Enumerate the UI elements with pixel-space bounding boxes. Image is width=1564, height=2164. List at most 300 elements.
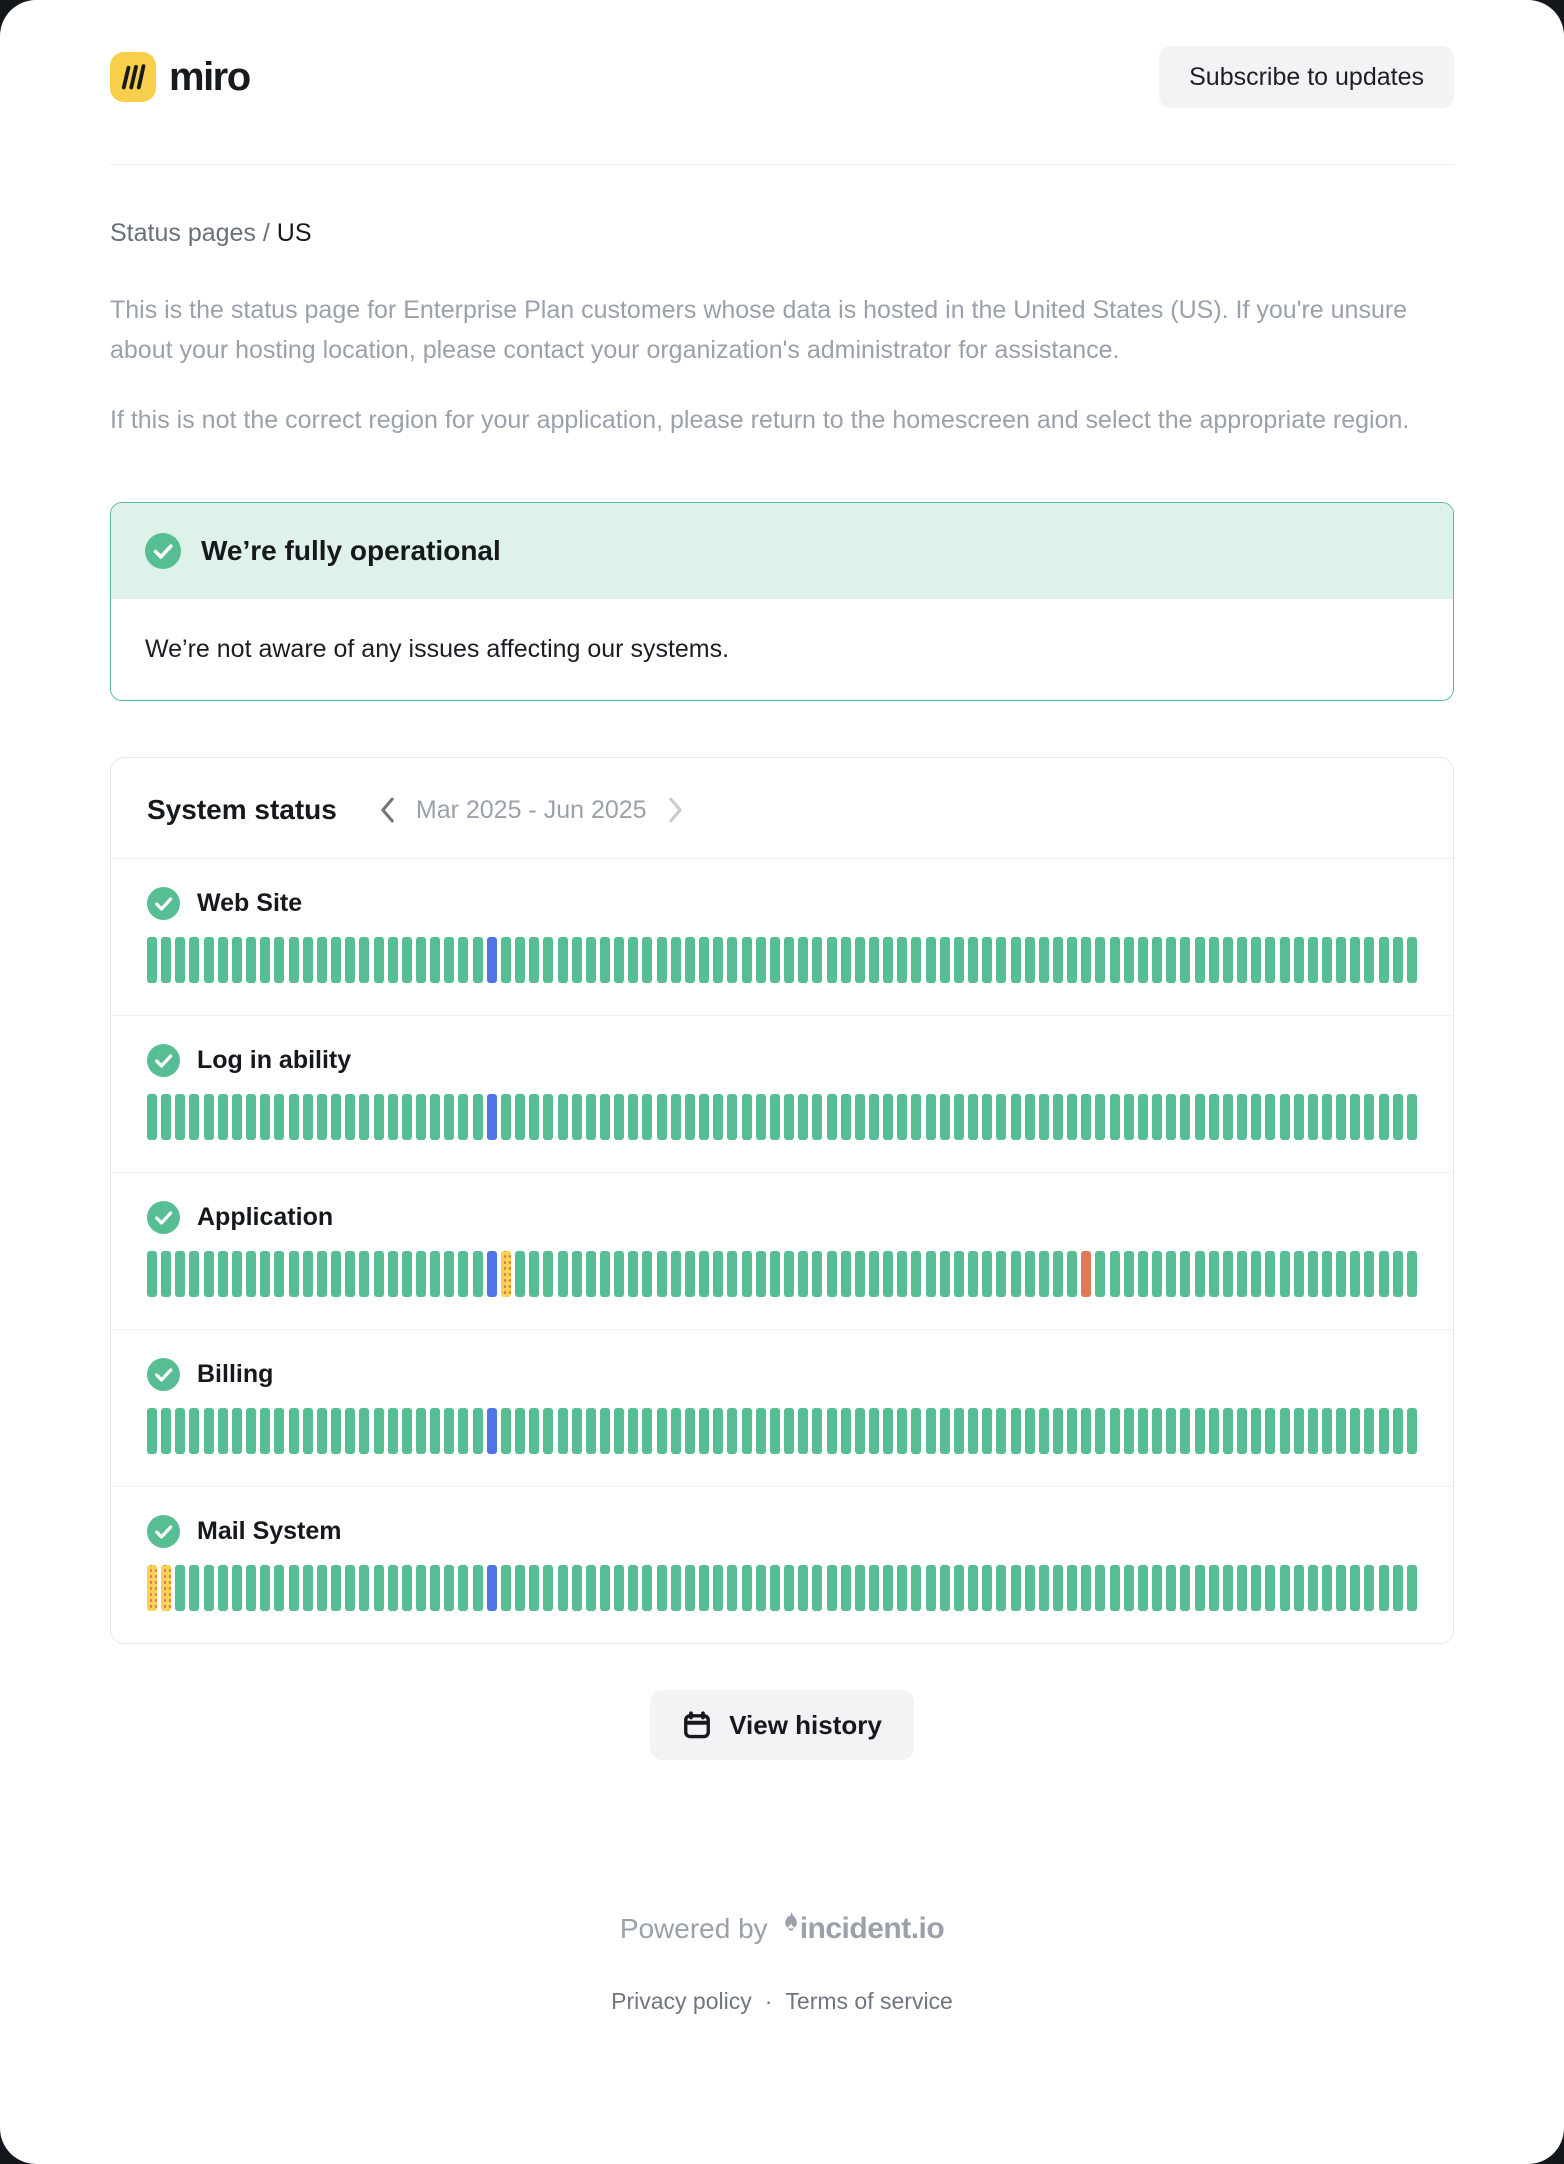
uptime-bar-operational: [1025, 1251, 1035, 1297]
uptime-bar-operational: [869, 1408, 879, 1454]
uptime-bar-operational: [699, 1251, 709, 1297]
uptime-bar-operational: [954, 1094, 964, 1140]
uptime-bar-operational: [586, 1408, 596, 1454]
uptime-bar-operational: [161, 1408, 171, 1454]
uptime-bar-operational: [770, 1408, 780, 1454]
uptime-bar-operational: [1379, 1408, 1389, 1454]
service-name: Mail System: [197, 1517, 342, 1545]
uptime-bar-operational: [770, 1251, 780, 1297]
service-operational-check-icon: [147, 1201, 180, 1234]
uptime-bar-operational: [996, 1094, 1006, 1140]
uptime-bar-operational: [841, 1094, 851, 1140]
uptime-bar-operational: [742, 1408, 752, 1454]
uptime-bar-operational: [1237, 1565, 1247, 1611]
uptime-bar-operational: [1195, 1565, 1205, 1611]
uptime-bar-operational: [1350, 1565, 1360, 1611]
uptime-bar-operational: [1067, 1408, 1077, 1454]
uptime-bar-operational: [218, 1408, 228, 1454]
uptime-bar-operational: [996, 1408, 1006, 1454]
uptime-bar-operational: [189, 1408, 199, 1454]
miro-logo[interactable]: [110, 52, 250, 102]
uptime-bar-operational: [374, 1094, 384, 1140]
intro-paragraph-2: If this is not the correct region for your application, please return to the homescreen and select the appropriate region.: [110, 406, 1410, 434]
uptime-bar-operational: [473, 1094, 483, 1140]
uptime-bar-degraded: [501, 1251, 511, 1297]
uptime-bar-operational: [911, 937, 921, 983]
uptime-bar-operational: [1039, 1408, 1049, 1454]
uptime-bar-operational: [232, 1094, 242, 1140]
uptime-bar-operational: [770, 937, 780, 983]
uptime-bar-degraded: [161, 1565, 171, 1611]
uptime-bar-operational: [827, 1408, 837, 1454]
uptime-bar-operational: [812, 1408, 822, 1454]
uptime-bar-operational: [926, 1251, 936, 1297]
uptime-bar-operational: [1265, 1094, 1275, 1140]
uptime-bar-operational: [218, 1565, 228, 1611]
uptime-bar-operational: [204, 937, 214, 983]
uptime-bar-operational: [260, 1565, 270, 1611]
uptime-bar-operational: [784, 937, 794, 983]
uptime-bar-operational: [855, 1408, 865, 1454]
uptime-bar-operational: [798, 1094, 808, 1140]
uptime-bar-operational: [642, 937, 652, 983]
uptime-bar-operational: [1095, 1251, 1105, 1297]
uptime-bar-operational: [218, 1094, 228, 1140]
uptime-bar-operational: [1124, 1094, 1134, 1140]
service-row: [111, 1015, 1453, 1172]
uptime-bar-operational: [1294, 1408, 1304, 1454]
uptime-bar-operational: [1294, 1251, 1304, 1297]
service-row: [111, 1172, 1453, 1329]
uptime-bar-operational: [1180, 937, 1190, 983]
uptime-bar-operational: [473, 937, 483, 983]
service-operational-check-icon: [147, 887, 180, 920]
uptime-bar-operational: [1350, 1251, 1360, 1297]
uptime-bar-operational: [204, 1251, 214, 1297]
uptime-bar-operational: [642, 1565, 652, 1611]
service-header: [147, 1358, 1417, 1391]
uptime-bar-operational: [1280, 1408, 1290, 1454]
uptime-bar-operational: [1180, 1094, 1190, 1140]
uptime-bar-operational: [529, 1094, 539, 1140]
next-period-chevron-icon[interactable]: [667, 796, 684, 824]
uptime-bar-operational: [996, 1565, 1006, 1611]
uptime-bar-operational: [458, 1094, 468, 1140]
uptime-bar-operational: [841, 1251, 851, 1297]
uptime-bar-operational: [303, 937, 313, 983]
service-header: [147, 1201, 1417, 1234]
uptime-bar-operational: [289, 1251, 299, 1297]
uptime-bar-operational: [303, 1565, 313, 1611]
uptime-bar-operational: [444, 1408, 454, 1454]
uptime-bar-operational: [260, 1251, 270, 1297]
uptime-bar-operational: [614, 1565, 624, 1611]
service-row: [111, 1486, 1453, 1643]
uptime-bar-operational: [1209, 937, 1219, 983]
uptime-bars: [147, 1094, 1417, 1140]
terms-of-service-link[interactable]: Terms of service: [785, 1988, 953, 2014]
uptime-bar-operational: [1237, 1094, 1247, 1140]
uptime-bar-operational: [374, 1251, 384, 1297]
uptime-bar-operational: [1294, 937, 1304, 983]
uptime-bar-operational: [926, 1408, 936, 1454]
uptime-bar-operational: [1152, 1094, 1162, 1140]
uptime-bar-operational: [359, 1565, 369, 1611]
uptime-bar-operational: [303, 1094, 313, 1140]
uptime-bar-operational: [1251, 1251, 1261, 1297]
uptime-bar-operational: [1180, 1408, 1190, 1454]
uptime-bar-operational: [982, 937, 992, 983]
uptime-bar-operational: [784, 1565, 794, 1611]
uptime-bar-operational: [1280, 937, 1290, 983]
uptime-bars: [147, 937, 1417, 983]
uptime-bar-operational: [1251, 1094, 1261, 1140]
uptime-bar-operational: [1124, 1408, 1134, 1454]
uptime-bar-operational: [954, 1565, 964, 1611]
uptime-bar-operational: [572, 937, 582, 983]
view-history-label: View history: [729, 1709, 882, 1740]
uptime-bar-operational: [1393, 1408, 1403, 1454]
uptime-bar-operational: [1223, 1565, 1233, 1611]
incident-io-link[interactable]: [782, 1912, 945, 1946]
uptime-bar-operational: [883, 1408, 893, 1454]
uptime-bar-maintenance: [487, 1251, 497, 1297]
uptime-bar-operational: [402, 1094, 412, 1140]
uptime-bar-operational: [246, 1408, 256, 1454]
miro-logo-icon: [110, 52, 156, 102]
uptime-bar-operational: [345, 937, 355, 983]
uptime-bar-operational: [260, 937, 270, 983]
uptime-bar-operational: [289, 1565, 299, 1611]
uptime-bar-operational: [841, 1408, 851, 1454]
uptime-bar-operational: [996, 937, 1006, 983]
uptime-bar-operational: [1308, 1565, 1318, 1611]
uptime-bar-operational: [855, 1094, 865, 1140]
uptime-bar-operational: [1053, 937, 1063, 983]
uptime-bar-operational: [628, 1094, 638, 1140]
uptime-bar-operational: [331, 1251, 341, 1297]
uptime-bar-operational: [1124, 1565, 1134, 1611]
uptime-bar-operational: [274, 1408, 284, 1454]
uptime-bar-operational: [359, 1251, 369, 1297]
uptime-bar-operational: [1237, 937, 1247, 983]
uptime-bar-operational: [232, 1251, 242, 1297]
service-name: Web Site: [197, 889, 303, 917]
uptime-bar-operational: [968, 1408, 978, 1454]
uptime-bar-operational: [1407, 1565, 1417, 1611]
uptime-bar-operational: [529, 1565, 539, 1611]
privacy-policy-link[interactable]: Privacy policy: [611, 1988, 752, 2014]
uptime-bar-operational: [1067, 1094, 1077, 1140]
uptime-bar-operational: [246, 1251, 256, 1297]
uptime-bar-operational: [204, 1408, 214, 1454]
uptime-bar-operational: [1166, 1408, 1176, 1454]
service-row: [111, 858, 1453, 1015]
uptime-bar-operational: [543, 1251, 553, 1297]
uptime-bar-operational: [1322, 1408, 1332, 1454]
uptime-bar-operational: [940, 1408, 950, 1454]
uptime-bar-operational: [883, 937, 893, 983]
uptime-bar-operational: [402, 1251, 412, 1297]
uptime-bar-operational: [756, 1565, 766, 1611]
uptime-bar-operational: [1393, 1251, 1403, 1297]
uptime-bar-operational: [1110, 1408, 1120, 1454]
uptime-bar-operational: [1407, 1251, 1417, 1297]
subscribe-to-updates-button[interactable]: Subscribe to updates: [1159, 46, 1454, 108]
uptime-bar-operational: [940, 1565, 950, 1611]
uptime-bar-operational: [458, 937, 468, 983]
uptime-bar-operational: [218, 937, 228, 983]
uptime-bar-operational: [501, 1094, 511, 1140]
uptime-bar-operational: [1265, 1408, 1275, 1454]
uptime-bar-operational: [274, 937, 284, 983]
uptime-bar-operational: [1138, 1565, 1148, 1611]
uptime-bar-operational: [274, 1094, 284, 1140]
uptime-bars: [147, 1408, 1417, 1454]
uptime-bar-operational: [897, 1251, 907, 1297]
uptime-bar-operational: [1308, 937, 1318, 983]
uptime-bar-operational: [642, 1094, 652, 1140]
uptime-bar-operational: [359, 1408, 369, 1454]
uptime-bar-operational: [1011, 1251, 1021, 1297]
uptime-bar-operational: [968, 1251, 978, 1297]
uptime-bar-operational: [189, 1251, 199, 1297]
uptime-bar-operational: [515, 1408, 525, 1454]
uptime-bar-operational: [685, 1251, 695, 1297]
uptime-bar-operational: [331, 937, 341, 983]
uptime-bar-operational: [416, 937, 426, 983]
uptime-bar-operational: [388, 1565, 398, 1611]
uptime-bar-operational: [685, 1565, 695, 1611]
uptime-bar-operational: [331, 1094, 341, 1140]
uptime-bar-operational: [798, 1408, 808, 1454]
uptime-bar-operational: [1053, 1094, 1063, 1140]
uptime-bar-operational: [444, 1251, 454, 1297]
uptime-bar-operational: [204, 1094, 214, 1140]
uptime-bar-operational: [473, 1565, 483, 1611]
uptime-bar-operational: [317, 1094, 327, 1140]
uptime-bar-operational: [1025, 937, 1035, 983]
uptime-bar-operational: [897, 937, 907, 983]
uptime-bar-operational: [926, 937, 936, 983]
uptime-bar-operational: [1124, 937, 1134, 983]
uptime-bar-operational: [1407, 937, 1417, 983]
uptime-bar-operational: [1025, 1094, 1035, 1140]
uptime-bar-operational: [430, 1094, 440, 1140]
uptime-bar-operational: [1223, 1408, 1233, 1454]
service-header: [147, 887, 1417, 920]
breadcrumb-current-region: US: [276, 219, 312, 247]
uptime-bar-operational: [883, 1565, 893, 1611]
uptime-bar-operational: [1223, 1251, 1233, 1297]
uptime-bar-operational: [600, 1094, 610, 1140]
uptime-bar-operational: [1025, 1565, 1035, 1611]
breadcrumb-status-pages-link[interactable]: Status pages: [110, 219, 256, 247]
uptime-bar-operational: [1265, 1565, 1275, 1611]
check-circle-icon: [145, 533, 181, 569]
uptime-bar-operational: [1095, 1094, 1105, 1140]
uptime-bar-operational: [657, 937, 667, 983]
uptime-bar-operational: [742, 1251, 752, 1297]
uptime-bar-operational: [1364, 1408, 1374, 1454]
uptime-bar-operational: [1336, 1565, 1346, 1611]
uptime-bar-operational: [1379, 1094, 1389, 1140]
uptime-bar-operational: [1095, 1408, 1105, 1454]
uptime-bar-operational: [600, 1408, 610, 1454]
uptime-bar-operational: [175, 1408, 185, 1454]
uptime-bar-operational: [1095, 937, 1105, 983]
uptime-bar-operational: [954, 1408, 964, 1454]
uptime-bars: [147, 1565, 1417, 1611]
uptime-bar-operational: [614, 937, 624, 983]
uptime-bar-operational: [897, 1565, 907, 1611]
uptime-bar-operational: [742, 937, 752, 983]
uptime-bar-operational: [642, 1251, 652, 1297]
uptime-bar-operational: [798, 1251, 808, 1297]
uptime-bar-operational: [742, 1094, 752, 1140]
uptime-bar-operational: [1322, 1094, 1332, 1140]
uptime-bar-operational: [812, 1094, 822, 1140]
uptime-bar-operational: [841, 1565, 851, 1611]
uptime-bar-operational: [529, 1408, 539, 1454]
uptime-bar-operational: [1124, 1251, 1134, 1297]
uptime-bar-operational: [501, 1565, 511, 1611]
system-status-card: [110, 757, 1454, 1644]
uptime-bar-operational: [246, 1565, 256, 1611]
uptime-bar-operational: [911, 1408, 921, 1454]
uptime-bar-operational: [1322, 1565, 1332, 1611]
uptime-bar-operational: [770, 1094, 780, 1140]
uptime-bar-operational: [1039, 1565, 1049, 1611]
banner-title: We’re fully operational: [201, 535, 501, 566]
powered-by: [110, 1912, 1454, 1946]
uptime-bar-operational: [727, 1251, 737, 1297]
uptime-bar-operational: [345, 1565, 355, 1611]
uptime-bar-operational: [374, 1408, 384, 1454]
uptime-bar-operational: [954, 937, 964, 983]
uptime-bar-operational: [543, 937, 553, 983]
uptime-bar-operational: [345, 1094, 355, 1140]
uptime-bar-operational: [444, 937, 454, 983]
previous-period-chevron-icon[interactable]: [379, 796, 396, 824]
uptime-bar-operational: [289, 1094, 299, 1140]
uptime-bar-operational: [699, 1094, 709, 1140]
uptime-bar-operational: [982, 1094, 992, 1140]
uptime-bar-operational: [331, 1565, 341, 1611]
uptime-bar-operational: [1011, 1408, 1021, 1454]
uptime-bar-operational: [529, 937, 539, 983]
uptime-bar-operational: [1294, 1565, 1304, 1611]
service-operational-check-icon: [147, 1515, 180, 1548]
uptime-bar-operational: [812, 937, 822, 983]
uptime-bar-operational: [1039, 937, 1049, 983]
uptime-bar-operational: [1053, 1251, 1063, 1297]
uptime-bar-operational: [1251, 1565, 1261, 1611]
uptime-bar-operational: [614, 1094, 624, 1140]
uptime-bar-operational: [671, 937, 681, 983]
uptime-bar-operational: [374, 937, 384, 983]
uptime-bar-operational: [331, 1408, 341, 1454]
uptime-bar-operational: [614, 1251, 624, 1297]
uptime-bar-operational: [1294, 1094, 1304, 1140]
service-name: Log in ability: [197, 1046, 352, 1074]
uptime-bar-maintenance: [487, 1565, 497, 1611]
uptime-bar-operational: [827, 937, 837, 983]
uptime-bar-operational: [303, 1251, 313, 1297]
uptime-bar-operational: [1081, 1408, 1091, 1454]
uptime-bar-operational: [1237, 1251, 1247, 1297]
view-history-button[interactable]: [650, 1690, 914, 1760]
service-header: [147, 1515, 1417, 1548]
uptime-bar-operational: [572, 1251, 582, 1297]
uptime-bar-operational: [175, 937, 185, 983]
uptime-bar-operational: [727, 1408, 737, 1454]
uptime-bar-operational: [161, 1094, 171, 1140]
service-operational-check-icon: [147, 1358, 180, 1391]
uptime-bar-maintenance: [487, 1094, 497, 1140]
uptime-bar-operational: [260, 1094, 270, 1140]
uptime-bar-operational: [175, 1094, 185, 1140]
uptime-bar-operational: [1138, 937, 1148, 983]
uptime-bar-operational: [897, 1408, 907, 1454]
uptime-bar-operational: [685, 1408, 695, 1454]
uptime-bar-operational: [798, 1565, 808, 1611]
uptime-bar-operational: [1350, 937, 1360, 983]
uptime-bar-operational: [204, 1565, 214, 1611]
uptime-bar-operational: [161, 937, 171, 983]
service-name: Application: [197, 1203, 334, 1231]
uptime-bar-operational: [671, 1251, 681, 1297]
uptime-bar-operational: [1407, 1408, 1417, 1454]
uptime-bar-operational: [147, 1408, 157, 1454]
uptime-bar-operational: [827, 1094, 837, 1140]
uptime-bar-operational: [402, 937, 412, 983]
uptime-bar-operational: [657, 1565, 667, 1611]
date-range-label: Mar 2025 - Jun 2025: [415, 795, 647, 824]
footer-link-separator: ·: [764, 1988, 773, 2014]
uptime-bar-operational: [784, 1408, 794, 1454]
uptime-bar-operational: [388, 1408, 398, 1454]
uptime-bar-operational: [430, 1408, 440, 1454]
uptime-bar-operational: [1180, 1251, 1190, 1297]
service-operational-check-icon: [147, 1044, 180, 1077]
uptime-bar-operational: [1081, 1094, 1091, 1140]
uptime-bar-operational: [911, 1565, 921, 1611]
system-status-header: [111, 758, 1453, 858]
uptime-bar-operational: [317, 1565, 327, 1611]
uptime-bar-operational: [954, 1251, 964, 1297]
uptime-bar-operational: [1407, 1094, 1417, 1140]
uptime-bar-operational: [968, 1094, 978, 1140]
uptime-bar-operational: [444, 1565, 454, 1611]
breadcrumb: [110, 219, 1454, 248]
uptime-bar-operational: [529, 1251, 539, 1297]
uptime-bar-operational: [727, 1094, 737, 1140]
uptime-bar-operational: [671, 1094, 681, 1140]
uptime-bar-operational: [1280, 1251, 1290, 1297]
uptime-bar-operational: [1350, 1094, 1360, 1140]
service-header: [147, 1044, 1417, 1077]
uptime-bar-operational: [1308, 1251, 1318, 1297]
services-list: [111, 858, 1453, 1643]
uptime-bar-operational: [1039, 1094, 1049, 1140]
banner-message: We’re not aware of any issues affecting our systems.: [111, 599, 1453, 700]
uptime-bar-operational: [374, 1565, 384, 1611]
uptime-bar-operational: [996, 1251, 1006, 1297]
uptime-bar-operational: [246, 1094, 256, 1140]
uptime-bar-operational: [1336, 1408, 1346, 1454]
uptime-bar-operational: [1209, 1251, 1219, 1297]
